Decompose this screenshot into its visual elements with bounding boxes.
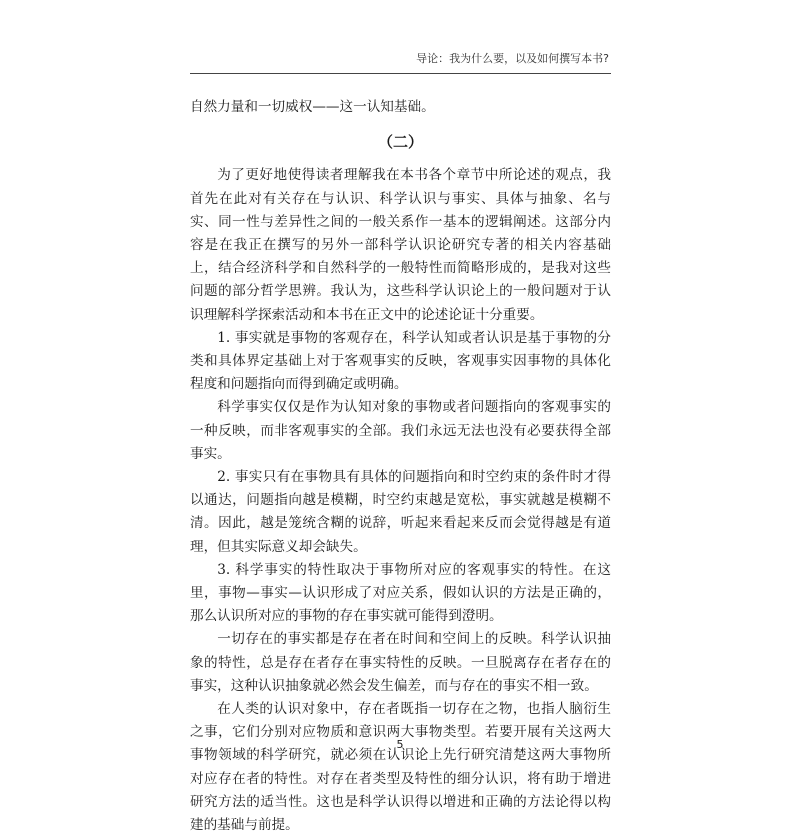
paragraph: 一切存在的事实都是存在者在时间和空间上的反映。科学认识抽象的特性，总是存在者存在事实特性的反映。一旦脱离存在者存在的事实，这种认识抽象就必然会发生偏差，而与存在的事实不相一致。: [190, 631, 611, 694]
running-header: 导论：我为什么要，以及如何撰写本书?: [416, 52, 609, 65]
header-rule: [190, 73, 611, 74]
paragraph-continuation: 自然力量和一切威权——这一认知基础。: [190, 99, 435, 115]
paragraph: 1. 事实就是事物的客观存在，科学认知或者认识是基于事物的分类和具体界定基础上对于客观事实的反映，客观事实因事物的具体化程度和问题指向而得到确定或明确。: [190, 329, 611, 393]
paragraph: 为了更好地使得读者理解我在本书各个章节中所论述的观点，我首先在此对有关存在与认识、科学认识与事实、具体与抽象、名与实、同一性与差异性之间的一般关系作一基本的逻辑阐述。这部分内容是在我正在撰写的另外一部科学认识论研究专著的相关内容基础上，结合经济科学和自然科学的一般特性而简略形成的，是我对这些问题的部分哲学思辨。我认为，这些科学认识论上的一般问题对于认识理解科学探索活动和本书在正文中的论述论证十分重要。: [190, 167, 611, 323]
page-number: 5: [396, 738, 404, 751]
paragraph: 科学事实仅仅是作为认知对象的事物或者问题指向的客观事实的一种反映，而非客观事实的全部。我们永远无法也没有必要获得全部事实。: [190, 399, 611, 462]
paragraph: 2. 事实只有在事物具有具体的问题指向和时空约束的条件时才得以通达，问题指向越是模糊，时空约束越是宽松，事实就越是模糊不清。因此，越是笼统含糊的说辞，听起来看起来反而会觉得越是有道理，但其实际意义却会缺失。: [190, 469, 611, 555]
body-text: [190, 96, 611, 837]
section-heading: （二）: [377, 133, 423, 152]
paragraph: 3. 科学事实的特性取决于事物所对应的客观事实的特性。在这里，事物—事实—认识形成了对应关系，假如认识的方法是正确的，那么认识所对应的事物的存在事实就可能得到澄明。: [190, 561, 611, 625]
paragraph: 在人类的认识对象中，存在者既指一切存在之物，也指人脑衍生之事，它们分别对应物质和意识两大事物类型。若要开展有关这两大事物领域的科学研究，就必须在认识论上先行研究清楚这两大事物所对应存在者的特性。对存在者类型及特性的细分认识，将有助于增进研究方法的适当性。这也是科学认识得以增进和正确的方法论得以构建的基础与前提。: [190, 701, 611, 834]
